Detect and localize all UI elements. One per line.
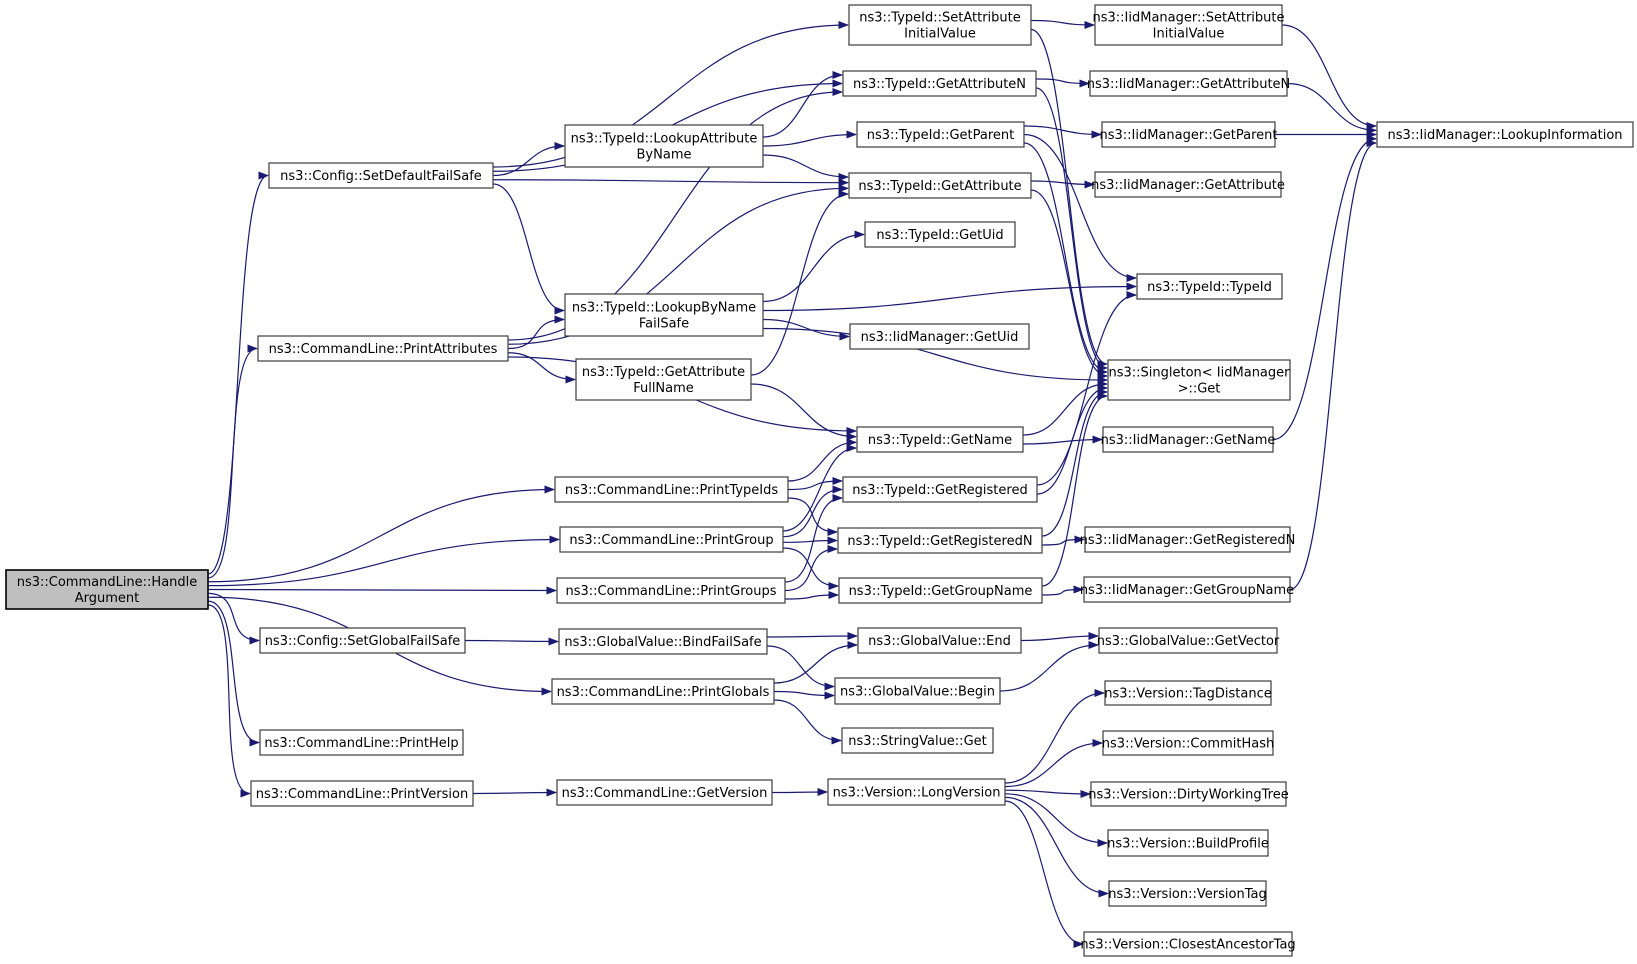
node-label-print_type_ids: ns3::CommandLine::PrintTypeIds xyxy=(564,483,779,498)
call-edge-get_attribute_full_name--ti_get_attribute xyxy=(751,194,848,375)
node-label-print_attributes: ns3::CommandLine::PrintAttributes xyxy=(268,342,498,357)
call-edge-set_default_fail_safe--ti_get_attribute xyxy=(493,180,848,183)
graph-node-iid_get_attribute[interactable] xyxy=(1091,172,1285,197)
graph-node-get_attribute_full_name[interactable] xyxy=(576,359,751,400)
graph-node-ti_get_attribute[interactable] xyxy=(849,173,1031,198)
node-label-ti_get_attribute: ns3::TypeId::GetAttribute xyxy=(858,179,1022,194)
call-edge-ti_get_parent--iid_get_parent xyxy=(1024,126,1101,135)
call-edge-ti_get_attribute_n--singleton_get xyxy=(1036,88,1107,368)
call-edge-set_global_fail_safe--bind_fail_safe xyxy=(465,641,558,642)
node-label-print_help: ns3::CommandLine::PrintHelp xyxy=(264,736,459,751)
graph-node-ti_get_name[interactable] xyxy=(857,427,1023,452)
node-label-version_tag: ns3::Version::VersionTag xyxy=(1108,887,1267,902)
node-label-ti_typeid: ns3::TypeId::TypeId xyxy=(1147,280,1272,295)
call-edge-ti_get_registered_n--iid_get_registered_n xyxy=(1042,540,1084,546)
call-edge-lookup_attribute_by_name--ti_get_attribute_n xyxy=(763,75,842,137)
graph-node-print_groups[interactable] xyxy=(557,578,785,603)
node-label-dirty_working_tree: ns3::Version::DirtyWorkingTree xyxy=(1088,787,1289,803)
node-label-print_groups: ns3::CommandLine::PrintGroups xyxy=(565,584,777,599)
node-label-iid_get_parent: ns3::IidManager::GetParent xyxy=(1099,128,1278,143)
call-edge-print_type_ids--ti_get_registered xyxy=(788,481,842,490)
node-label-iid_get_registered_n: ns3::IidManager::GetRegisteredN xyxy=(1079,533,1296,548)
node-label-ti_get_name: ns3::TypeId::GetName xyxy=(867,433,1013,448)
call-edge-ti_get_attribute--singleton_get xyxy=(1031,190,1107,376)
call-edge-ti_get_group_name--iid_get_group_name xyxy=(1042,590,1083,596)
call-edge-print_version--get_version xyxy=(473,793,556,794)
node-label-singleton_get: ns3::Singleton< IidManager >::Get xyxy=(1108,365,1290,397)
node-label-iid_get_attribute_n: ns3::IidManager::GetAttributeN xyxy=(1086,77,1291,92)
graph-node-long_version[interactable] xyxy=(828,779,1005,805)
node-label-gv_end: ns3::GlobalValue::End xyxy=(868,634,1011,649)
call-edge-get_version--long_version xyxy=(772,792,827,793)
call-edge-handle_argument--print_attributes xyxy=(208,349,257,578)
call-edge-print_groups--ti_get_registered_n xyxy=(785,549,837,591)
node-label-set_default_fail_safe: ns3::Config::SetDefaultFailSafe xyxy=(280,169,482,184)
node-label-ti_get_uid: ns3::TypeId::GetUid xyxy=(876,228,1004,243)
graph-node-iid_get_attribute_n[interactable] xyxy=(1087,71,1291,96)
call-edge-iid_get_group_name--lookup_information xyxy=(1290,143,1376,590)
nodes-layer xyxy=(6,5,1633,956)
call-edge-ti_set_attr_init_value--iid_set_attr_init_value xyxy=(1031,21,1094,26)
node-label-iid_set_attr_init_value: ns3::IidManager::SetAttribute InitialValue xyxy=(1092,10,1285,42)
graph-node-build_profile[interactable] xyxy=(1107,830,1269,856)
graph-node-print_group[interactable] xyxy=(560,527,783,552)
call-edge-long_version--dirty_working_tree xyxy=(1005,790,1090,794)
node-label-iid_get_uid: ns3::IidManager::GetUid xyxy=(860,330,1019,345)
call-edge-print_group--ti_get_registered_n xyxy=(783,541,837,543)
call-edge-lookup_attribute_by_name--ti_get_parent xyxy=(763,135,856,147)
graph-node-singleton_get[interactable] xyxy=(1108,360,1290,400)
node-label-lookup_by_name_fail_safe: ns3::TypeId::LookupByName FailSafe xyxy=(571,300,757,332)
call-edge-ti_get_name--singleton_get xyxy=(1023,384,1107,435)
call-edge-lookup_attribute_by_name--ti_get_attribute xyxy=(763,155,848,177)
graph-node-set_global_fail_safe[interactable] xyxy=(260,628,465,653)
graph-node-ti_get_parent[interactable] xyxy=(857,122,1024,147)
node-label-gv_get_vector: ns3::GlobalValue::GetVector xyxy=(1096,634,1280,649)
graph-node-gv_begin[interactable] xyxy=(835,678,1000,704)
node-label-get_attribute_full_name: ns3::TypeId::GetAttribute FullName xyxy=(581,365,746,396)
call-edge-handle_argument--print_type_ids xyxy=(208,490,554,582)
graph-node-ti_set_attr_init_value[interactable] xyxy=(849,5,1031,45)
graph-node-sv_get[interactable] xyxy=(842,728,993,753)
graph-node-print_globals[interactable] xyxy=(552,679,774,704)
graph-node-print_attributes[interactable] xyxy=(258,336,508,361)
graph-node-lookup_information[interactable] xyxy=(1377,122,1633,147)
graph-node-ti_typeid[interactable] xyxy=(1137,274,1282,299)
graph-node-ti_get_uid[interactable] xyxy=(865,222,1015,247)
graph-node-dirty_working_tree[interactable] xyxy=(1088,782,1288,806)
node-label-long_version: ns3::Version::LongVersion xyxy=(832,785,1001,801)
node-label-commit_hash: ns3::Version::CommitHash xyxy=(1101,736,1275,752)
call-edge-long_version--closest_ancestor_tag xyxy=(1005,801,1083,944)
call-edge-long_version--tag_distance xyxy=(1005,693,1104,783)
node-label-ti_get_parent: ns3::TypeId::GetParent xyxy=(866,128,1015,143)
call-edge-ti_get_registered_n--singleton_get xyxy=(1042,392,1107,536)
node-label-tag_distance: ns3::Version::TagDistance xyxy=(1104,686,1272,702)
node-label-ti_get_attribute_n: ns3::TypeId::GetAttributeN xyxy=(852,77,1027,92)
node-label-ti_get_registered_n: ns3::TypeId::GetRegisteredN xyxy=(847,534,1033,549)
graph-node-ti_get_registered_n[interactable] xyxy=(838,528,1042,553)
graph-node-print_type_ids[interactable] xyxy=(555,477,788,502)
node-label-lookup_information: ns3::IidManager::LookupInformation xyxy=(1387,128,1623,143)
call-edge-handle_argument--print_help xyxy=(208,601,259,742)
graph-node-set_default_fail_safe[interactable] xyxy=(269,163,493,188)
node-label-handle_argument: ns3::CommandLine::Handle Argument xyxy=(16,575,198,606)
graph-node-iid_get_name[interactable] xyxy=(1101,427,1276,452)
call-edge-ti_get_parent--ti_typeid xyxy=(1024,135,1136,279)
graph-node-iid_get_registered_n[interactable] xyxy=(1080,527,1296,552)
call-edge-iid_set_attr_init_value--lookup_information xyxy=(1282,25,1376,126)
node-label-ti_get_registered: ns3::TypeId::GetRegistered xyxy=(852,483,1028,498)
node-label-iid_get_attribute: ns3::IidManager::GetAttribute xyxy=(1091,178,1285,193)
graph-node-iid_get_group_name[interactable] xyxy=(1080,577,1294,602)
node-label-print_globals: ns3::CommandLine::PrintGlobals xyxy=(556,685,770,700)
call-edge-ti_get_name--iid_get_name xyxy=(1023,440,1102,445)
node-label-lookup_attribute_by_name: ns3::TypeId::LookupAttribute ByName xyxy=(570,131,758,163)
call-edge-ti_get_attribute_n--iid_get_attribute_n xyxy=(1036,79,1089,84)
call-edge-handle_argument--set_global_fail_safe xyxy=(208,593,259,640)
call-edge-handle_argument--set_default_fail_safe xyxy=(208,176,268,575)
node-label-sv_get: ns3::StringValue::Get xyxy=(848,734,987,749)
graph-node-lookup_by_name_fail_safe[interactable] xyxy=(565,294,763,336)
graph-node-iid_get_uid[interactable] xyxy=(850,324,1029,349)
call-edge-print_globals--gv_begin xyxy=(774,692,834,696)
graph-node-ti_get_attribute_n[interactable] xyxy=(843,71,1036,96)
call-edge-bind_fail_safe--gv_begin xyxy=(767,646,834,687)
node-label-ti_set_attr_init_value: ns3::TypeId::SetAttribute InitialValue xyxy=(859,10,1021,42)
node-label-gv_begin: ns3::GlobalValue::Begin xyxy=(840,684,995,700)
node-label-print_group: ns3::CommandLine::PrintGroup xyxy=(569,533,774,548)
graph-node-get_version[interactable] xyxy=(557,780,772,805)
graph-node-iid_get_parent[interactable] xyxy=(1099,122,1277,147)
call-edge-print_globals--sv_get xyxy=(774,700,841,741)
node-label-get_version: ns3::CommandLine::GetVersion xyxy=(561,786,768,801)
graph-node-version_tag[interactable] xyxy=(1108,881,1266,906)
graph-node-lookup_attribute_by_name[interactable] xyxy=(565,125,763,167)
call-edge-bind_fail_safe--gv_end xyxy=(767,636,857,637)
node-label-closest_ancestor_tag: ns3::Version::ClosestAncestorTag xyxy=(1080,937,1296,953)
graph-node-closest_ancestor_tag[interactable] xyxy=(1080,932,1295,956)
call-edge-long_version--version_tag xyxy=(1005,797,1108,893)
node-label-set_global_fail_safe: ns3::Config::SetGlobalFailSafe xyxy=(264,634,461,649)
graph-node-print_version[interactable] xyxy=(251,781,473,806)
call-edge-ti_get_attribute--iid_get_attribute xyxy=(1031,181,1094,185)
graph-node-handle_argument[interactable] xyxy=(6,570,208,609)
graph-node-tag_distance[interactable] xyxy=(1104,681,1271,705)
node-label-build_profile: ns3::Version::BuildProfile xyxy=(1107,836,1269,852)
graph-node-commit_hash[interactable] xyxy=(1102,731,1274,755)
graph-node-iid_set_attr_init_value[interactable] xyxy=(1092,5,1284,45)
node-label-bind_fail_safe: ns3::GlobalValue::BindFailSafe xyxy=(564,635,762,650)
graph-node-gv_get_vector[interactable] xyxy=(1097,628,1280,653)
call-edge-set_default_fail_safe--lookup_by_name_fail_safe xyxy=(493,184,564,311)
call-edge-gv_end--gv_get_vector xyxy=(1021,636,1098,641)
graph-node-ti_get_group_name[interactable] xyxy=(839,578,1042,603)
graph-node-bind_fail_safe[interactable] xyxy=(559,629,767,654)
call-edge-handle_argument--print_version xyxy=(208,605,250,794)
graph-node-gv_end[interactable] xyxy=(858,628,1021,653)
call-edge-lookup_by_name_fail_safe--ti_get_uid xyxy=(763,235,864,302)
call-edge-print_groups--ti_get_group_name xyxy=(785,595,838,599)
call-edge-print_globals--gv_end xyxy=(774,645,857,683)
graph-node-print_help[interactable] xyxy=(260,730,463,755)
node-label-print_version: ns3::CommandLine::PrintVersion xyxy=(255,787,469,802)
call-edge-handle_argument--print_groups xyxy=(208,590,556,591)
call-edge-print_type_ids--ti_get_name xyxy=(788,442,856,481)
call-edge-lookup_by_name_fail_safe--iid_get_uid xyxy=(763,320,849,337)
node-label-iid_get_name: ns3::IidManager::GetName xyxy=(1100,433,1276,448)
node-label-iid_get_group_name: ns3::IidManager::GetGroupName xyxy=(1079,583,1295,598)
graph-node-ti_get_registered[interactable] xyxy=(843,477,1037,502)
call-edge-print_group--ti_get_group_name xyxy=(783,548,838,586)
node-label-ti_get_group_name: ns3::TypeId::GetGroupName xyxy=(848,584,1033,599)
